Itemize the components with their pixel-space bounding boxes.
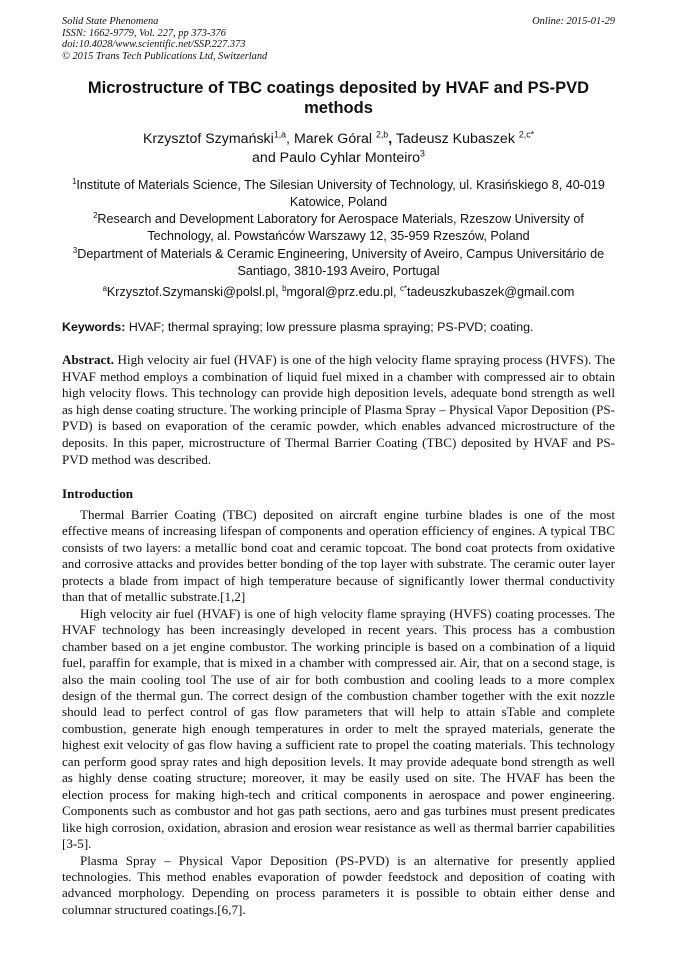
author-separator: , <box>388 131 393 147</box>
author-affiliation-mark: 2,c* <box>518 129 535 140</box>
author-affiliation-mark: 1,a <box>273 129 287 140</box>
affiliation-mark: 3 <box>72 245 78 255</box>
journal-copyright: © 2015 Trans Tech Publications Ltd, Switzerland <box>62 50 268 62</box>
affiliation-3 <box>62 246 615 280</box>
keywords <box>62 319 615 335</box>
email-list <box>62 284 615 300</box>
abstract-label: Abstract. <box>62 352 114 367</box>
author-name: Paulo Cyhlar Monteiro <box>279 150 421 166</box>
email-mark: a <box>102 283 107 293</box>
author-name: Tadeusz Kubaszek <box>395 131 515 147</box>
journal-doi: doi:10.4028/www.scientific.net/SSP.227.373 <box>62 39 246 50</box>
author-name: Marek Góral <box>293 131 372 147</box>
introduction-body <box>62 507 615 918</box>
affiliation-text: Research and Development Laboratory for Aerospace Materials, Rzeszow University of Technology, al. Powstańców Warszawy 12, 35-959 Rzeszów, Poland <box>97 212 584 243</box>
affiliation-text: Department of Materials & Ceramic Engineering, University of Aveiro, Campus Universitário de Santiago, 3810-193 Aveiro, Portugal <box>77 247 605 278</box>
journal-name: Solid State Phenomena <box>62 16 159 27</box>
online-date: Online: 2015-01-29 <box>532 16 615 27</box>
author-conjunction: and <box>252 150 280 166</box>
author-list <box>62 130 615 168</box>
email-link[interactable]: Krzysztof.Szymanski@polsl.pl <box>106 285 276 299</box>
section-heading-introduction: Introduction <box>62 486 134 501</box>
keywords-label: Keywords: <box>62 320 126 334</box>
affiliation-1 <box>62 177 615 211</box>
paper-title: Microstructure of TBC coatings deposited by HVAF and PS-PVD methods <box>87 79 590 117</box>
author-name: Krzysztof Szymański <box>142 131 274 147</box>
keywords-text: HVAF; thermal spraying; low pressure plasma spraying; PS-PVD; coating. <box>128 320 534 334</box>
paragraph: Plasma Spray – Physical Vapor Deposition (PS-PVD) is an alternative for presently applied technologies. This method enables evaporation of powder feedstock and deposition of coating with advanced morphology. Depending on process parameters it is possible to obtain either dense and columnar structured coatings.[6,7]. <box>62 852 615 917</box>
affiliation-mark: 1 <box>72 176 77 186</box>
affiliation-mark: 2 <box>93 210 98 220</box>
email-mark: c* <box>400 283 407 293</box>
journal-issn: ISSN: 1662-9779, Vol. 227, pp 373-376 <box>62 27 226 39</box>
abstract-text: High velocity air fuel (HVAF) is one of the high velocity flame spraying process (HVFS). The HVAF method employs a combination of liquid fuel mixed in a chamber with compressed air to obtain high velocity flows. This technology can provide high deposition levels, adequate bond strength as well as high dense coating structure. The working principle of Plasma Spray – Physical Vapor Deposition (PS-PVD) is based on evaporation of the ceramic powder, which enables advanced microstructure of the deposits. In this paper, microstructure of Thermal Barrier Coating (TBC) deposited by HVAF and PS-PVD method was described. <box>62 352 615 467</box>
journal-header <box>62 16 267 62</box>
paragraph: High velocity air fuel (HVAF) is one of high velocity flame spraying (HVFS) coating processes. The HVAF technology has been increasingly developed in recent years. This process has a combustion chamber based on a jet engine combustor. The working principle is based on a combination of a liquid fuel, paraffin for example, that is mixed in a chamber with compressed air. Air, that on a second stage, is also the main cooling tool The use of air for both combustion and cooling leads to a more complex design of the thermal gun. The correct design of the combustion chamber together with the exit nozzle should lead to perfect control of gas flow parameters that will help to attain sTable and complete combustion, generate high enough temperatures in order to melt the sprayed materials, generate the highest exit velocity of gas flow having a sufficient rate to propel the coating materials. This technology can perform good spray rates and high deposition levels. It may provide adequate bond strength as well as highly dense coating structure; moreover, it may be easily used on site. The HVAF has been the election process for making high-tech and critical components in aerospace and power engineering. Components such as combustor and hot gas path sections, aero and gas turbines must present predicates like high corrosion, oxidation, abrasion and erosion wear resistance as well as thermal barrier capabilities [3-5]. <box>62 605 615 852</box>
email-link[interactable]: tadeuszkubaszek@gmail.com <box>406 285 575 299</box>
email-separator: , <box>275 285 283 299</box>
email-link[interactable]: mgoral@prz.edu.pl <box>286 285 393 299</box>
affiliation-2 <box>62 211 615 245</box>
author-affiliation-mark: 3 <box>420 148 425 159</box>
email-separator: , <box>393 285 400 299</box>
paragraph: Thermal Barrier Coating (TBC) deposited on aircraft engine turbine blades is one of the most effective means of increasing lifespan of components and operation efficiency of engines. A typical TBC consists of two layers: a metallic bond coat and ceramic topcoat. The bond coat protects from oxidative and corrosive attacks and provides better bonding of the top layer with substrate. The ceramic outer layer protects a blade from impact of high temperature because of significantly lower thermal conductivity than that of metallic substrate.[1,2] <box>62 507 615 605</box>
author-separator: , <box>286 131 294 147</box>
email-mark: b <box>282 283 287 293</box>
abstract <box>62 352 615 468</box>
affiliation-text: Institute of Materials Science, The Silesian University of Technology, ul. Krasińskiego 8, 40-019 Katowice, Poland <box>76 178 605 209</box>
author-affiliation-mark: 2,b <box>375 129 389 140</box>
